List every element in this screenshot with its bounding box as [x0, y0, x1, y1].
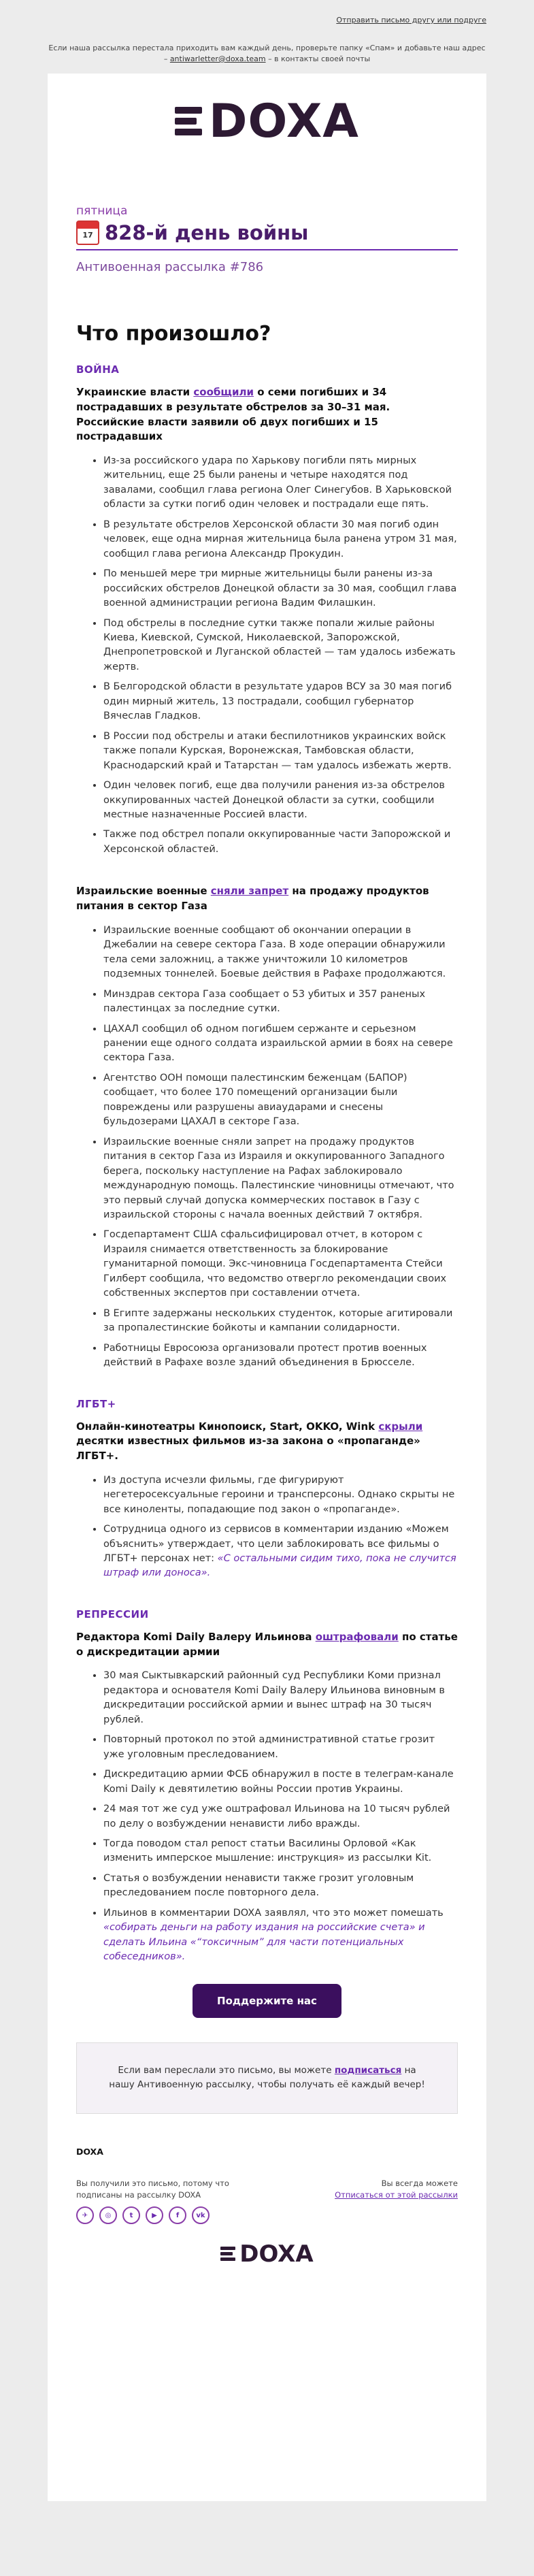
calendar-icon: 17	[76, 221, 99, 245]
newsletter-body	[48, 322, 486, 2268]
quote-text: «собирать деньги на работу издания на российские счета» и сделать Ильина «“токсичным” для части потенциальных собеседников».	[103, 1922, 425, 1963]
section-war	[76, 363, 458, 857]
section-lead	[76, 1630, 458, 1660]
cta-wrap	[76, 1984, 458, 2018]
footer-logo[interactable]	[76, 2240, 458, 2268]
spam-note	[48, 43, 486, 65]
doxa-logo[interactable]	[48, 74, 486, 169]
forward-link[interactable]: Отправить письмо другу или подруге	[336, 16, 486, 25]
unsubscribe-link[interactable]: Отписаться от этой рассылки	[335, 2190, 458, 2200]
twitter-icon[interactable]: t	[122, 2206, 140, 2224]
footer-why-text: Вы получили это письмо, потому что подписаны на рассылку DOXA	[76, 2178, 229, 2200]
news-list	[103, 924, 458, 1371]
item-text: Ильинов в комментарии DOXA заявлял, что это может помешать	[103, 1907, 444, 1919]
list-item: • В России под обстрелы и атаки беспилотников украинских войск также попали Курская, Воронежская, Тамбовская области, Краснодарский край и Татарстан — там удалось избежать жертв.	[103, 730, 458, 773]
spam-note-tail: – в контакты своей почты	[268, 54, 371, 63]
list-item: • Повторный протокол по этой административной статье грозит уже уголовным преследованием.	[103, 1733, 458, 1762]
section-lgbt	[76, 1398, 458, 1581]
item-text: Сотрудница одного из сервисов в комментарии изданию «Можем объяснить» утверждает, что цели заблокировать все фильмы о ЛГБТ+ персонах нет:	[103, 1524, 449, 1565]
list-item: • Из-за российского удара по Харькову погибли пять мирных жительниц, еще 25 были ранены и четыре находятся под завалами, сообщил глава региона Олег Синегубов. В Харьковской области за сутки погиб один человек и пострадали еще пять.	[103, 454, 458, 512]
instagram-icon[interactable]: ◎	[99, 2206, 117, 2224]
issue-subtitle: Антивоенная рассылка #786	[76, 260, 264, 274]
notice-text: на нашу Антивоенную рассылку, чтобы получать её каждый вечер!	[109, 2064, 425, 2091]
logo-mark-icon	[220, 2247, 235, 2261]
list-item: • Минздрав сектора Газа сообщает о 53 убитых и 357 раненых палестинцах за последние сутки.	[103, 988, 458, 1017]
support-us-button[interactable]: Поддержите нас	[193, 1984, 341, 2018]
lead-text: Украинские власти	[76, 386, 190, 398]
list-item: • Один человек погиб, еще два получили ранения из-за обстрелов оккупированных частей Донецкой области за сутки, сообщили местные назначенные Россией власти.	[103, 779, 458, 822]
list-item: • По меньшей мере три мирные жительницы были ранены из-за российских обстрелов Донецкой области за 30 мая, сообщил глава военной администрации региона Вадим Филашкин.	[103, 567, 458, 610]
list-item: • Из доступа исчезли фильмы, где фигурируют негетеросексуальные героини и трансперсоны. Однако скрыты не все киноленты, попадающие под закон о «пропаганде».	[103, 1473, 458, 1517]
source-link[interactable]: сняли запрет	[210, 885, 289, 898]
footer-why	[76, 2178, 233, 2225]
preheader	[0, 0, 534, 68]
lead-text: о семи погибших и 34 пострадавших в результате обстрелов за 30–31 мая. Российские власти заявили об двух погибших и 15 пострадавших	[76, 386, 390, 443]
youtube-icon[interactable]: ▶	[146, 2206, 163, 2224]
logo-word: DOXA	[209, 94, 359, 148]
lead-text: десятки известных фильмов из-за закона о «пропаганде» ЛГБТ+.	[76, 1435, 420, 1463]
contact-email-link[interactable]: antiwarletter@doxa.team	[169, 54, 266, 63]
section-title: РЕПРЕССИИ	[76, 1608, 149, 1620]
lead-text: по статье о дискредитации армии	[76, 1630, 458, 1658]
footer-brand: DOXA	[76, 2146, 103, 2157]
lead-text: Онлайн-кинотеатры Кинопоиск, Start, OKKO, Wink	[76, 1420, 376, 1433]
social-links	[76, 2206, 233, 2224]
list-item: • Под обстрелы в последние сутки также попали жилые районы Киева, Киевской, Сумской, Николаевской, Запорожской, Днепропетровской и Луганской областей — там удалось избежать жертв.	[103, 617, 458, 675]
logo-mark-icon	[175, 107, 202, 135]
footer-right	[335, 2178, 458, 2202]
list-item: • Тогда поводом стал репост статьи Василины Орловой «Как изменить имперское мышление: инструкция» из рассылки Kit.	[103, 1837, 458, 1866]
list-item: • Также под обстрел попали оккупированные части Запорожской и Херсонской областей.	[103, 828, 458, 857]
section-lead	[76, 884, 458, 914]
list-item: • Израильские военные сняли запрет на продажу продуктов питания в сектор Газа из Израиля и оккупированного Западного берега, поскольку наступление на Рафах заблокировало международную помощь. Палестинские чиновницы отмечают, что это первый случай допуска коммерческих поставок в Газу с израильской стороны с начала военных действий 7 октября.	[103, 1135, 458, 1223]
list-item	[103, 1906, 458, 1965]
list-item: • Израильские военные сообщают об окончании операции в Джебалии на севере сектора Газа. В ходе операции обнаружили тела семи заложниц, а также уничтожили 10 километров подземных тоннелей. Боевые действия в Рафахе продолжаются.	[103, 924, 458, 982]
list-item: • ЦАХАЛ сообщил об одном погибшем сержанте и серьезном ранении еще одного солдата израильской армии в боях на севере сектора Газа.	[103, 1022, 458, 1066]
list-item: • Агентство ООН помощи палестинским беженцам (БАПОР) сообщает, что более 170 помещений организации были повреждены или разрушены авиаударами и снесены бульдозерами ЦАХАЛ в секторе Газа.	[103, 1071, 458, 1130]
footer	[76, 2147, 458, 2221]
list-item: • В Белгородской области в результате ударов ВСУ за 30 мая погиб один мирный житель, 13 пострадали, сообщил губернатор Вячеслав Гладков.	[103, 680, 458, 723]
newsletter-card	[48, 74, 486, 2501]
list-item: • 30 мая Сыктывкарский районный суд Республики Коми признал редактора и основателя Komi Daily Валеру Ильинова виновным в дискредитации российской армии и вынес штраф на 30 тысяч рублей.	[103, 1669, 458, 1727]
issue-header	[48, 204, 486, 274]
list-item	[103, 1522, 458, 1581]
section-lead	[76, 385, 458, 444]
news-list	[103, 1669, 458, 1964]
source-link[interactable]: скрыли	[378, 1420, 423, 1433]
list-item: • Дискредитацию армии ФСБ обнаружил в посте в телеграм-канале Komi Daily к девятилетию войны России против Украины.	[103, 1767, 458, 1797]
quote-text: «С остальными сидим тихо, пока не случится штраф или доноса».	[103, 1553, 456, 1579]
list-item: • В результате обстрелов Херсонской области 30 мая погиб один человек, еще одна мирная жительница была ранена утром 31 мая, сообщил глава региона Александр Прокудин.	[103, 518, 458, 561]
news-list	[103, 454, 458, 857]
section-title: ЛГБТ+	[76, 1397, 116, 1410]
lead-text: Редактора Komi Daily Валеру Ильинова	[76, 1630, 312, 1643]
lead-text: Израильские военные	[76, 885, 207, 898]
list-item: • Госдепартамент США сфальсифицировал отчет, в котором с Израиля снимается ответственность за блокирование гуманитарной помощи. Экс-чиновница Госдепартамента Стейси Гилберт сообщила, что ведомство отвергло рекомендации своих собственных экспертов при составлении отчета.	[103, 1228, 458, 1301]
lead-text: на продажу продуктов питания в сектор Газа	[76, 885, 429, 913]
spam-note-text: Если наша рассылка перестала приходить вам каждый день, проверьте папку «Спам» и добавьте наш адрес –	[48, 43, 486, 63]
subscribe-link[interactable]: подписаться	[334, 2064, 402, 2076]
telegram-icon[interactable]: ✈	[76, 2206, 94, 2224]
list-item: • 24 мая тот же суд уже оштрафовал Ильинова на 10 тысяч рублей по делу о возбуждении ненависти либо вражды.	[103, 1802, 458, 1831]
vk-icon[interactable]: vk	[192, 2206, 210, 2224]
news-list	[103, 1473, 458, 1581]
footer-logo-word: DOXA	[239, 2240, 314, 2268]
source-link[interactable]: оштрафовали	[315, 1630, 399, 1643]
weekday: пятница	[76, 204, 128, 218]
section-gaza	[76, 884, 458, 1370]
list-item: • Статья о возбуждении ненависти также грозит уголовным преследованием после повторного дела.	[103, 1872, 458, 1901]
issue-title	[76, 221, 458, 250]
war-day-title: 828-й день войны	[105, 221, 309, 244]
always-text: Вы всегда можете	[381, 2178, 458, 2188]
section-repressions	[76, 1608, 458, 1965]
list-item: • В Египте задержаны нескольких студенток, которые агитировали за пропалестинские бойкоты и кампании солидарности.	[103, 1307, 458, 1336]
section-lead	[76, 1420, 458, 1464]
subscribe-notice	[76, 2042, 458, 2114]
what-happened-heading: Что произошло?	[76, 322, 271, 346]
source-link[interactable]: сообщили	[193, 386, 254, 398]
facebook-icon[interactable]: f	[169, 2206, 186, 2224]
section-title: ВОЙНА	[76, 363, 120, 376]
list-item: • Работницы Евросоюза организовали протест против военных действий в Рафахе возле зданий объединения в Брюсселе.	[103, 1341, 458, 1371]
notice-text: Если вам переслали это письмо, вы можете	[118, 2064, 332, 2076]
